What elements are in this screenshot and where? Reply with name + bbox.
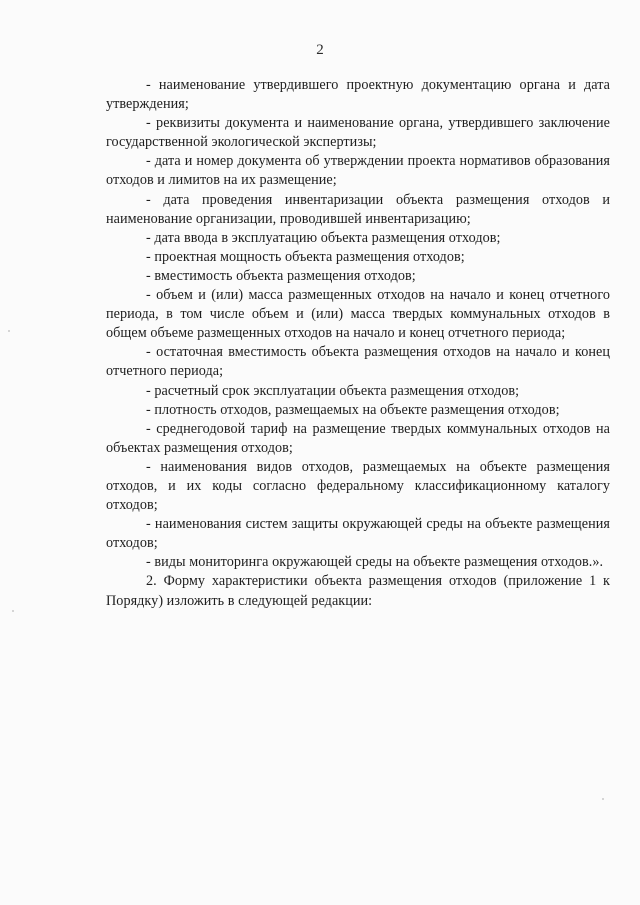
list-item-waste-volume: - объем и (или) масса размещенных отходов на начало и конец отчетного периода, в том числе объем и (или) масса твердых коммунальных отходов в общем объеме размещенных отходов на начало и конец отчетного периода; <box>106 287 610 342</box>
list-item-design-capacity: - проектная мощность объекта размещения отходов; <box>146 248 465 265</box>
list-item-norms-approval: - дата и номер документа об утверждении проекта нормативов образования отходов и лимитов на их размещение; <box>106 153 610 189</box>
list-item-approving-authority: - наименование утвердившего проектную документацию органа и дата утверждения; <box>106 77 610 113</box>
page-number: 2 <box>316 42 324 58</box>
list-item-monitoring-types: - виды мониторинга окружающей среды на объекте размещения отходов.». <box>146 554 604 571</box>
document-body <box>106 76 610 611</box>
list-item-capacity: - вместимость объекта размещения отходов; <box>146 267 416 284</box>
list-item-remaining-capacity: - остаточная вместимость объекта размещения отходов на начало и конец отчетного периода; <box>106 344 610 380</box>
list-item-protection-systems: - наименования систем защиты окружающей среды на объекте размещения отходов; <box>106 516 610 552</box>
scan-artifact <box>8 330 10 332</box>
list-item-commissioning-date: - дата ввода в эксплуатацию объекта размещения отходов; <box>146 229 501 246</box>
list-item-average-tariff: - среднегодовой тариф на размещение твердых коммунальных отходов на объектах размещения отходов; <box>106 420 610 456</box>
list-item-service-life: - расчетный срок эксплуатации объекта размещения отходов; <box>146 382 520 399</box>
amendment-paragraph: 2. Форму характеристики объекта размещения отходов (приложение 1 к Порядку) изложить в следующей редакции: <box>106 573 610 609</box>
list-item-waste-types: - наименования видов отходов, размещаемых на объекте размещения отходов, и их коды согласно федеральному классификационному каталогу отходов; <box>106 458 610 514</box>
scan-artifact <box>12 610 14 612</box>
list-item-waste-density: - плотность отходов, размещаемых на объекте размещения отходов; <box>146 401 560 418</box>
scan-artifact <box>602 798 604 800</box>
list-item-expertise-details: - реквизиты документа и наименование органа, утвердившего заключение государственной экологической экспертизы; <box>106 115 610 151</box>
list-item-inventory-date: - дата проведения инвентаризации объекта размещения отходов и наименование организации, проводившей инвентаризацию; <box>106 191 610 227</box>
